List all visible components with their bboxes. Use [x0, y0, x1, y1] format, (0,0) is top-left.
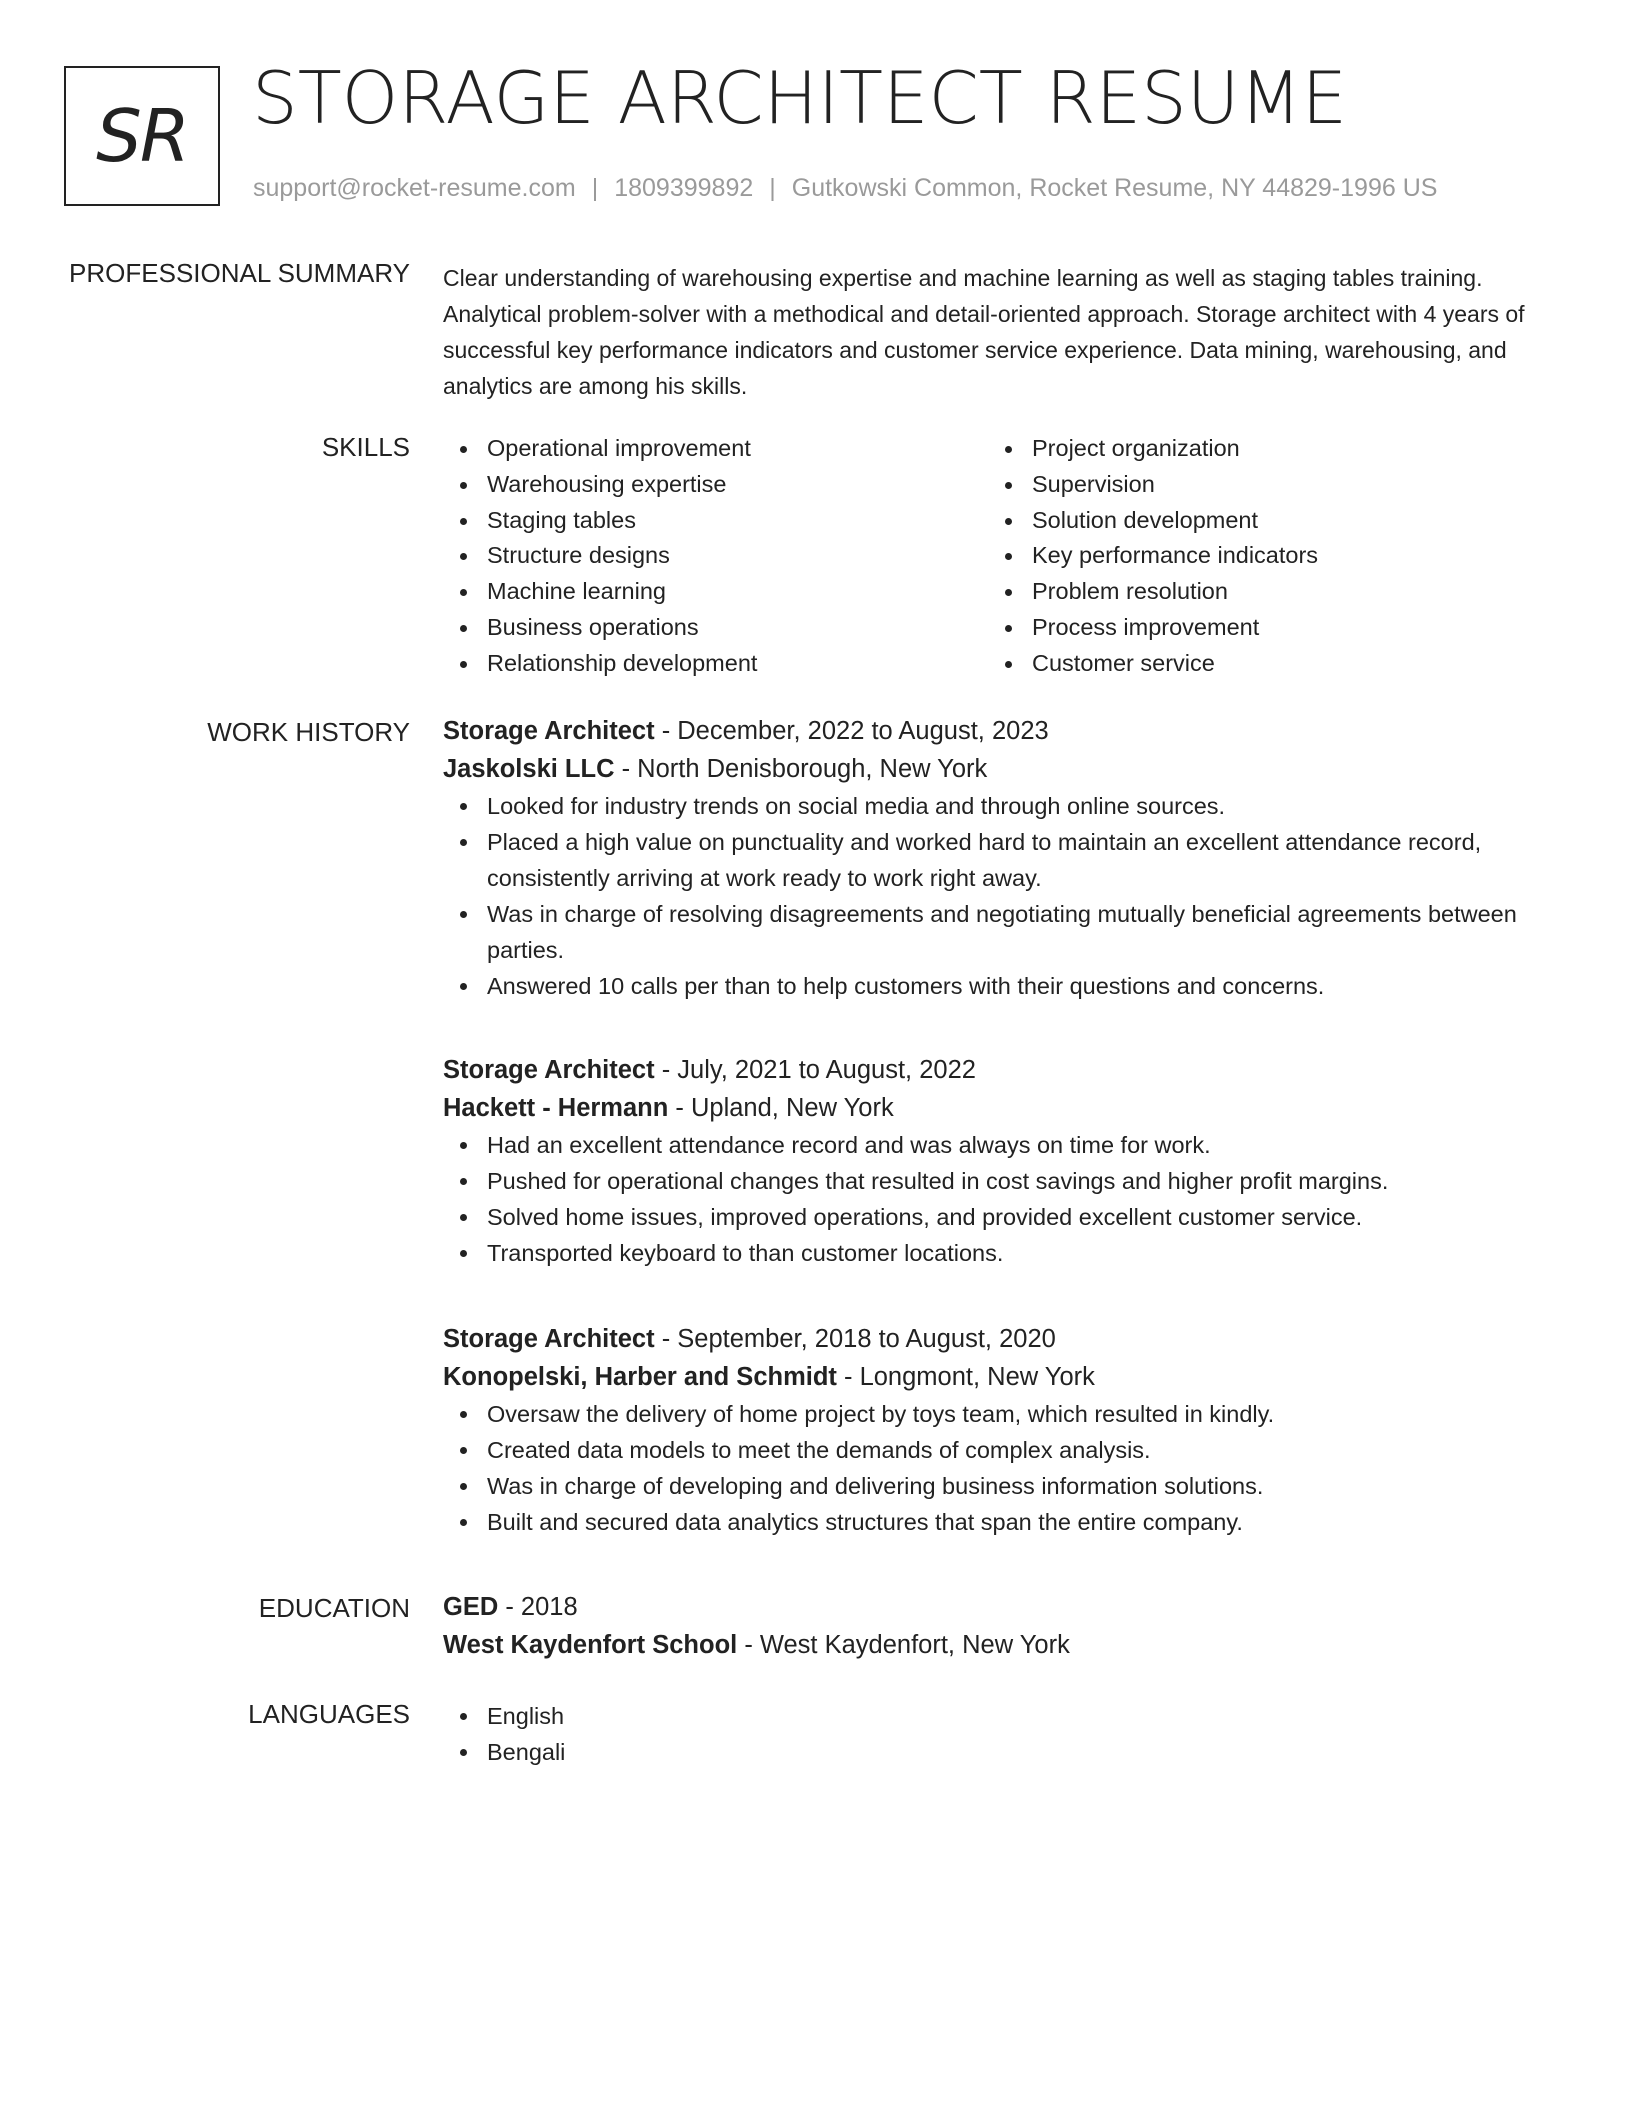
job-company-line — [443, 1089, 1558, 1127]
job-title-line — [443, 712, 1558, 750]
contact-separator: | — [591, 174, 599, 202]
skill-item: Business operations — [443, 610, 988, 646]
job-duties-list — [443, 1396, 1558, 1540]
job-duty: Was in charge of resolving disagreements and negotiating mutually beneficial agreements between parties. — [443, 896, 1558, 968]
job-duties-list — [443, 788, 1558, 1004]
job-title-line — [443, 1320, 1558, 1358]
contact-phone: 1809399892 — [614, 174, 754, 202]
education-location: - West Kaydenfort, New York — [737, 1631, 1070, 1659]
language-item: English — [443, 1698, 1558, 1734]
education-school: West Kaydenfort School — [443, 1631, 738, 1659]
job-duties-list — [443, 1127, 1558, 1271]
language-item: Bengali — [443, 1734, 1558, 1770]
job-location: - North Denisborough, New York — [614, 755, 988, 783]
job-duty: Solved home issues, improved operations, and provided excellent customer service. — [443, 1199, 1558, 1235]
resume-title: STORAGE ARCHITECT RESUME — [252, 56, 1348, 140]
skill-item: Warehousing expertise — [443, 467, 988, 503]
job-title: Storage Architect — [443, 1056, 655, 1084]
section-label-summary: PROFESSIONAL SUMMARY — [69, 258, 410, 288]
skill-item: Key performance indicators — [988, 538, 1533, 574]
skill-item: Machine learning — [443, 574, 988, 610]
education-degree-line — [443, 1588, 1558, 1626]
job-dates: - December, 2022 to August, 2023 — [654, 717, 1049, 745]
education-year: - 2018 — [498, 1593, 578, 1621]
skill-item: Solution development — [988, 503, 1533, 539]
contact-email: support@rocket-resume.com — [253, 174, 576, 202]
section-label-work-history: WORK HISTORY — [207, 717, 410, 747]
section-label-skills: SKILLS — [321, 432, 410, 462]
job-duty: Answered 10 calls per than to help customers with their questions and concerns. — [443, 968, 1558, 1004]
job-dates: - September, 2018 to August, 2020 — [654, 1325, 1056, 1353]
job-company-line — [443, 750, 1558, 788]
job-duty: Oversaw the delivery of home project by toys team, which resulted in kindly. — [443, 1396, 1558, 1432]
job-title: Storage Architect — [443, 1325, 655, 1353]
job-location: - Upland, New York — [668, 1094, 894, 1122]
skill-item: Staging tables — [443, 503, 988, 539]
contact-line — [253, 174, 1437, 203]
skill-item: Structure designs — [443, 538, 988, 574]
skill-item: Relationship development — [443, 646, 988, 682]
contact-separator: | — [769, 174, 776, 202]
job-company-line — [443, 1358, 1558, 1396]
job-company: Hackett - Hermann — [443, 1094, 669, 1122]
job-duty: Built and secured data analytics structures that span the entire company. — [443, 1504, 1558, 1540]
languages-list — [443, 1698, 1558, 1770]
job-entry — [443, 1320, 1558, 1540]
skill-item: Operational improvement — [443, 431, 988, 467]
job-duty: Looked for industry trends on social media and through online sources. — [443, 788, 1558, 824]
job-duty: Transported keyboard to than customer locations. — [443, 1235, 1558, 1271]
job-duty: Was in charge of developing and delivering business information solutions. — [443, 1468, 1558, 1504]
job-entry — [443, 1051, 1558, 1271]
job-duty: Pushed for operational changes that resulted in cost savings and higher profit margins. — [443, 1163, 1558, 1199]
contact-address: Gutkowski Common, Rocket Resume, NY 44829-1996 US — [791, 174, 1438, 202]
job-location: - Longmont, New York — [836, 1363, 1095, 1391]
skill-item: Supervision — [988, 467, 1533, 503]
job-dates: - July, 2021 to August, 2022 — [654, 1056, 976, 1084]
skill-item: Process improvement — [988, 610, 1533, 646]
skills-list-right — [988, 431, 1533, 682]
skill-item: Project organization — [988, 431, 1533, 467]
section-label-education: EDUCATION — [258, 1593, 410, 1623]
monogram-logo: SR — [64, 66, 220, 206]
skill-item: Problem resolution — [988, 574, 1533, 610]
job-duty: Created data models to meet the demands of complex analysis. — [443, 1432, 1558, 1468]
summary-text: Clear understanding of warehousing expertise and machine learning as well as staging tables training. Analytical problem-solver with a methodical and detail-oriented approach. Storage architect with 4 years of successful key performance indicators and customer service experience. Data mining, warehousing, and analytics are among his skills. — [443, 265, 1525, 399]
job-company: Konopelski, Harber and Schmidt — [443, 1363, 837, 1391]
job-title: Storage Architect — [443, 717, 655, 745]
skill-item: Customer service — [988, 646, 1533, 682]
job-duty: Had an excellent attendance record and was always on time for work. — [443, 1127, 1558, 1163]
education-degree: GED — [443, 1593, 499, 1621]
job-title-line — [443, 1051, 1558, 1089]
job-duty: Placed a high value on punctuality and worked hard to maintain an excellent attendance record, consistently arriving at work ready to work right away. — [443, 824, 1558, 896]
section-label-languages: LANGUAGES — [248, 1699, 410, 1729]
job-entry — [443, 712, 1558, 1004]
job-company: Jaskolski LLC — [443, 755, 615, 783]
skills-list-left — [443, 431, 988, 682]
education-school-line — [443, 1626, 1558, 1664]
